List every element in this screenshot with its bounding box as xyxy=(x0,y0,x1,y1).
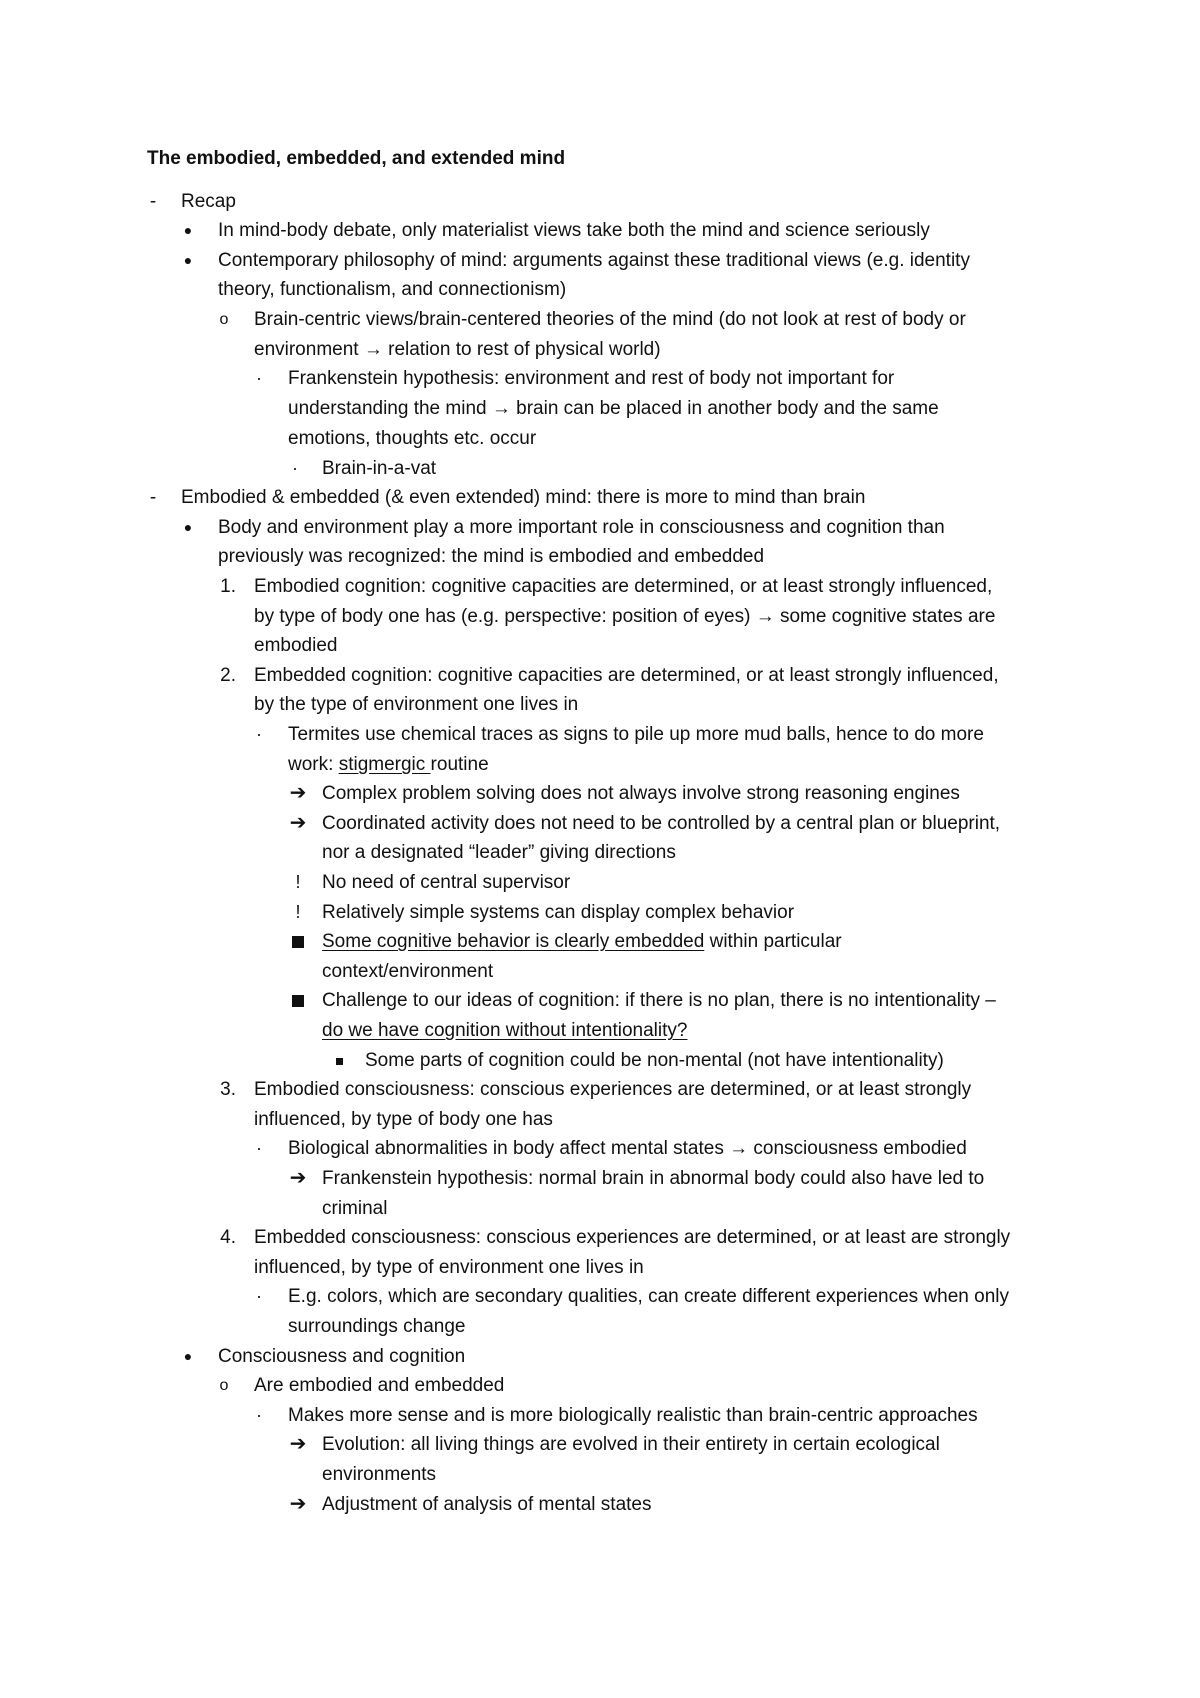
arrow-icon: ➔ xyxy=(289,1433,307,1455)
list-item: Consciousness and cognition xyxy=(218,1346,466,1367)
list-item: Adjustment of analysis of mental states xyxy=(322,1494,652,1515)
arrow-icon: ➔ xyxy=(289,1493,307,1515)
bullet-marker: ● xyxy=(183,1348,193,1364)
list-item: Makes more sense and is more biologically realistic than brain-centric approaches xyxy=(288,1405,978,1426)
exclamation-marker: ! xyxy=(295,902,301,922)
list-item: Brain-in-a-vat xyxy=(322,458,437,479)
list-item: Relatively simple systems can display complex behavior xyxy=(322,902,795,923)
list-number: 3. xyxy=(220,1079,236,1100)
arrow-icon: → xyxy=(363,339,383,360)
list-item: Biological abnormalities in body affect mental states → consciousness embodied xyxy=(288,1138,967,1159)
list-item: Contemporary philosophy of mind: arguments against these traditional views (e.g. identity xyxy=(218,250,970,271)
list-item: Frankenstein hypothesis: normal brain in abnormal body could also have led to xyxy=(322,1168,985,1189)
list-item: Recap xyxy=(181,191,236,212)
arrow-icon: → xyxy=(491,398,511,419)
dot-marker: · xyxy=(256,1405,262,1425)
list-item-continuation: influenced, by type of environment one lives in xyxy=(254,1257,644,1278)
list-item-continuation: environments xyxy=(322,1464,437,1485)
dash-marker: - xyxy=(149,487,157,508)
list-item: Embodied consciousness: conscious experiences are determined, or at least strongly xyxy=(254,1079,972,1100)
list-item: Embodied & embedded (& even extended) mind: there is more to mind than brain xyxy=(181,487,866,508)
list-item-continuation: emotions, thoughts etc. occur xyxy=(288,428,537,449)
list-item: Embodied cognition: cognitive capacities are determined, or at least strongly influenced, xyxy=(254,576,993,597)
exclamation-marker: ! xyxy=(295,872,301,892)
arrow-icon: ➔ xyxy=(289,812,307,834)
square-bullet-icon xyxy=(292,936,304,948)
underlined-term: stigmergic xyxy=(338,754,431,775)
circle-marker: o xyxy=(219,311,229,328)
list-item: Are embodied and embedded xyxy=(254,1375,505,1396)
dot-marker: · xyxy=(256,368,262,388)
arrow-icon: ➔ xyxy=(289,1167,307,1189)
list-item: Challenge to our ideas of cognition: if there is no plan, there is no intentionality – xyxy=(322,990,996,1011)
bullet-marker: ● xyxy=(183,252,193,268)
square-bullet-icon xyxy=(292,995,304,1007)
list-item-continuation xyxy=(322,1016,687,1046)
list-item-continuation: by the type of environment one lives in xyxy=(254,694,579,715)
list-item-continuation: work: stigmergic routine xyxy=(288,754,489,775)
list-item-continuation: environment → relation to rest of physical world) xyxy=(254,339,661,360)
document-title: The embodied, embedded, and extended mind xyxy=(147,148,566,169)
list-item-continuation: criminal xyxy=(322,1198,388,1219)
list-item: Evolution: all living things are evolved in their entirety in certain ecological xyxy=(322,1434,940,1455)
underlined-question: do we have cognition without intentionality? xyxy=(322,1020,688,1041)
list-item-continuation: by type of body one has (e.g. perspective: position of eyes) → some cognitive states are xyxy=(254,606,996,627)
arrow-icon: → xyxy=(755,606,775,627)
bullet-marker: ● xyxy=(183,519,193,535)
arrow-icon: ➔ xyxy=(289,782,307,804)
list-item: Embedded cognition: cognitive capacities are determined, or at least strongly influenced, xyxy=(254,665,999,686)
list-item: Termites use chemical traces as signs to pile up more mud balls, hence to do more xyxy=(288,724,984,745)
list-item: Some cognitive behavior is clearly embedded within particular xyxy=(322,931,842,952)
list-item-continuation: previously was recognized: the mind is embodied and embedded xyxy=(218,546,765,567)
list-item-continuation: influenced, by type of body one has xyxy=(254,1109,553,1130)
list-item: Body and environment play a more important role in consciousness and cognition than xyxy=(218,517,945,538)
bullet-marker: ● xyxy=(183,222,193,238)
list-item: Some parts of cognition could be non-mental (not have intentionality) xyxy=(365,1050,944,1071)
dot-marker: · xyxy=(292,458,298,478)
dash-marker: - xyxy=(149,191,157,212)
list-item-continuation: embodied xyxy=(254,635,338,656)
list-item-continuation: understanding the mind → brain can be placed in another body and the same xyxy=(288,398,939,419)
list-item: Embedded consciousness: conscious experiences are determined, or at least are strongly xyxy=(254,1227,1011,1248)
list-number: 2. xyxy=(220,665,236,686)
arrow-icon: → xyxy=(729,1138,749,1159)
list-item-continuation: nor a designated “leader” giving directions xyxy=(322,842,676,863)
list-item: Coordinated activity does not need to be controlled by a central plan or blueprint, xyxy=(322,813,1001,834)
list-item: Complex problem solving does not always involve strong reasoning engines xyxy=(322,783,960,804)
circle-marker: o xyxy=(219,1377,229,1394)
list-item: In mind-body debate, only materialist views take both the mind and science seriously xyxy=(218,220,930,241)
list-item: E.g. colors, which are secondary qualities, can create different experiences when only xyxy=(288,1286,1009,1307)
list-item-continuation: surroundings change xyxy=(288,1316,466,1337)
list-number: 1. xyxy=(220,576,236,597)
list-item: Brain-centric views/brain-centered theories of the mind (do not look at rest of body or xyxy=(254,309,966,330)
small-square-bullet-icon xyxy=(336,1058,343,1065)
list-item: No need of central supervisor xyxy=(322,872,571,893)
dot-marker: · xyxy=(256,1138,262,1158)
dot-marker: · xyxy=(256,724,262,744)
list-item: Frankenstein hypothesis: environment and rest of body not important for xyxy=(288,368,895,389)
dot-marker: · xyxy=(256,1286,262,1306)
list-item-continuation: theory, functionalism, and connectionism) xyxy=(218,279,567,300)
list-item-continuation: context/environment xyxy=(322,961,494,982)
list-number: 4. xyxy=(220,1227,236,1248)
